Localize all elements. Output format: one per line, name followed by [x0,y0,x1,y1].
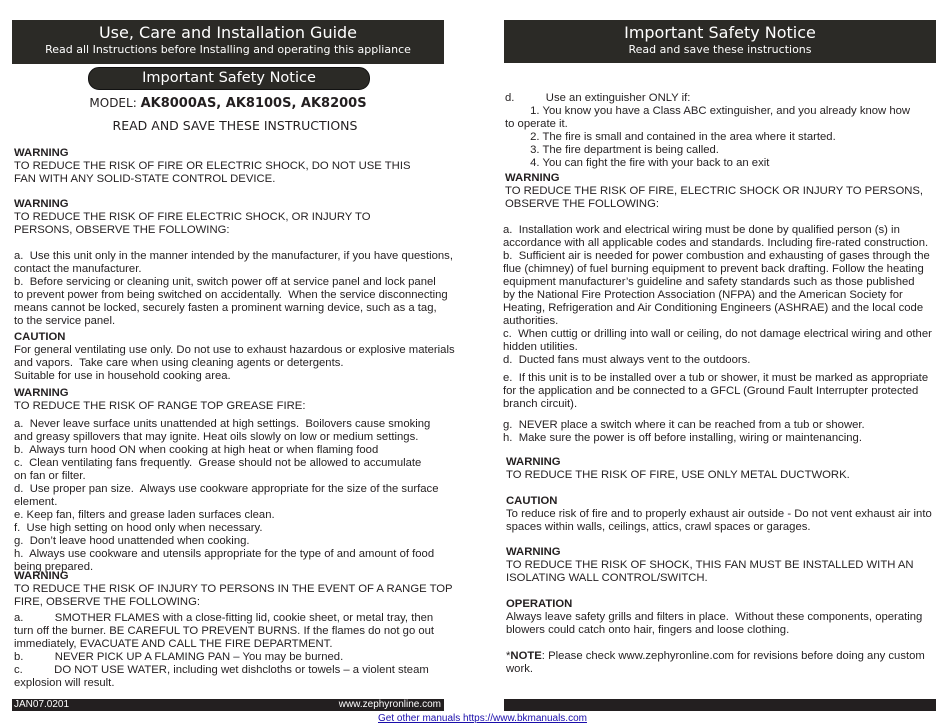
list-line: by the National Fire Protection Association (NFPA) and the American Society for [503,289,903,301]
right-warning-shock [506,546,914,585]
list-line: branch circuit). [503,398,578,410]
list-line: b. Before servicing or cleaning unit, switch power off at service panel and lock panel [14,276,436,288]
model-numbers: AK8000AS, AK8100S, AK8200S [140,96,367,111]
get-other-manuals-link[interactable]: Get other manuals https://www.bkmanuals.com [378,713,587,724]
right-note [506,650,925,676]
section-heading: WARNING [505,172,560,184]
section-line: Always leave safety grills and filters in place. Without these components, operating [506,611,923,623]
right-operation [506,598,922,637]
list-line: authorities. [503,315,559,327]
section-line: TO REDUCE THE RISK OF FIRE ELECTRIC SHOCK, OR INJURY TO [14,211,371,223]
section-line: TO REDUCE THE RISK OF INJURY TO PERSONS IN THE EVENT OF A RANGE TOP [14,583,453,595]
list-line: e. If this unit is to be installed over a tub or shower, it must be marked as appropriate [503,372,929,384]
right-header-subtitle: Read and save these instructions [628,43,812,56]
list-line: 2. The fire is small and contained in the area where it started. [505,131,836,143]
list-line: flue (chimney) of fuel burning equipment to prevent back drafting. Follow the heating [503,263,924,275]
list-line: c. When cuttig or drilling into wall or ceiling, do not damage electrical wiring and other [503,328,932,340]
section-heading: WARNING [14,570,69,582]
left-list-range-top [14,612,434,690]
left-warning-1 [14,147,411,186]
section-line: blowers could catch onto hair, fingers and loose clothing. [506,624,790,636]
section-line: PERSONS, OBSERVE THE FOLLOWING: [14,224,230,236]
section-line: OBSERVE THE FOLLOWING: [505,198,660,210]
list-line: to the service panel. [14,315,116,327]
guide-title: Use, Care and Installation Guide [98,23,358,42]
list-line: turn off the burner. BE CAREFUL TO PREVENT BURNS. If the flames do not go out [14,625,435,637]
note-label: NOTE [510,650,542,662]
section-line: and vapors. Take care when using cleaning agents or detergents. [14,357,344,369]
section-line: TO REDUCE THE RISK OF SHOCK, THIS FAN MUST BE INSTALLED WITH AN [506,559,914,571]
list-line: c. Clean ventilating fans frequently. Grease should not be allowed to accumulate [14,457,422,469]
section-heading: WARNING [506,546,561,558]
right-header-title: Important Safety Notice [624,23,816,42]
section-line: TO REDUCE THE RISK OF FIRE OR ELECTRIC SHOCK, DO NOT USE THIS [14,160,411,172]
list-line: to operate it. [505,118,568,130]
left-caution [14,331,455,383]
right-warning-1 [505,172,923,211]
section-line: TO REDUCE THE RISK OF FIRE, ELECTRIC SHOCK OR INJURY TO PERSONS, [505,185,924,197]
list-line: contact the manufacturer. [14,263,142,275]
model-label: MODEL: [89,96,141,110]
left-list-grease [14,418,438,574]
right-header-banner [504,20,936,63]
note-asterisk: * [506,650,511,662]
section-heading: CAUTION [14,331,66,343]
list-line: to prevent power from being switched on accidentally. When the service disconnecting [14,289,448,301]
list-line: b. Sufficient air is needed for power combustion and exhausting of gases through the [503,250,930,262]
section-line: TO REDUCE THE RISK OF RANGE TOP GREASE FIRE: [14,400,306,412]
section-heading: CAUTION [506,495,558,507]
list-line: explosion will result. [14,677,115,689]
list-line: being prepared. [14,561,94,573]
list-line: hidden utilities. [503,341,578,353]
section-heading: OPERATION [506,598,573,610]
list-line: 3. The fire department is being called. [505,144,719,156]
right-footer-bar [504,699,936,711]
list-line: and greasy spillovers that may ignite. Heat oils slowly on low or medium settings. [14,431,419,443]
section-heading: WARNING [14,198,69,210]
section-line: FAN WITH ANY SOLID-STATE CONTROL DEVICE. [14,173,276,185]
left-warning-range-top [14,570,453,609]
read-save-instructions: READ AND SAVE THESE INSTRUCTIONS [112,118,358,133]
list-line: 1. You know you have a Class ABC extinguisher, and you already know how [505,105,911,117]
list-line: accordance with all applicable codes and standards. Including fire-rated construction. [503,237,929,249]
right-list-gh [503,419,865,445]
left-list-ab [14,250,453,328]
right-extinguisher-list [505,92,910,170]
left-footer-bar [12,699,444,711]
note-line-1 [506,650,925,663]
section-line: TO REDUCE THE RISK OF FIRE, USE ONLY METAL DUCTWORK. [506,469,850,481]
list-line: d. Use an extinguisher ONLY if: [505,92,691,104]
list-line: b. NEVER PICK UP A FLAMING PAN – You may be burned. [14,651,344,663]
section-line: spaces within walls, ceilings, attics, crawl spaces or garages. [506,521,811,533]
left-header-banner [12,20,444,64]
list-line: means cannot be locked, securely fasten a prominent warning device, such as a tag, [14,302,437,314]
section-heading: WARNING [14,387,69,399]
section-line: FIRE, OBSERVE THE FOLLOWING: [14,596,201,608]
model-line [12,96,444,111]
list-line: c. DO NOT USE WATER, including wet dishcloths or towels – a violent steam [14,664,429,676]
list-line: immediately, EVACUATE AND CALL THE FIRE DEPARTMENT. [14,638,333,650]
section-line: ISOLATING WALL CONTROL/SWITCH. [506,572,708,584]
list-line: h. Make sure the power is off before installing, wiring or maintenancing. [503,432,862,444]
document-code: JAN07.0201 [14,699,70,710]
list-line: a. Installation work and electrical wiring must be done by qualified person (s) in [503,224,900,236]
important-safety-notice-pill: Important Safety Notice [88,67,370,90]
list-line: 4. You can fight the fire with your back to an exit [505,157,770,169]
list-line: equipment manufacturer’s guideline and safety standards such as those published [503,276,915,288]
section-line: To reduce risk of fire and to properly exhaust air outside - Do not vent exhaust air into [506,508,932,520]
list-line: g. NEVER place a switch where it can be reached from a tub or shower. [503,419,865,431]
right-list-a-d [503,224,932,367]
list-line: a. Use this unit only in the manner intended by the manufacturer, if you have questions, [14,250,453,262]
right-warning-ductwork [506,456,850,482]
list-line: h. Always use cookware and utensils appropriate for the type of and amount of food [14,548,435,560]
list-line: d. Ducted fans must always vent to the outdoors. [503,354,751,366]
right-list-e [503,372,928,411]
right-caution [506,495,932,534]
list-line: a. SMOTHER FLAMES with a close-fitting lid, cookie sheet, or metal tray, then [14,612,434,624]
section-line: Suitable for use in household cooking area. [14,370,231,382]
list-line: g. Don’t leave hood unattended when cooking. [14,535,250,547]
section-line: For general ventilating use only. Do not use to exhaust hazardous or explosive materials [14,344,455,356]
list-line: e. Keep fan, filters and grease laden surfaces clean. [14,509,275,521]
section-heading: WARNING [506,456,561,468]
section-heading: WARNING [14,147,69,159]
left-warning-grease [14,387,305,413]
note-text: : Please check www.zephyronline.com for revisions before doing any custom [541,650,925,662]
list-line: on fan or filter. [14,470,86,482]
guide-subtitle: Read all Instructions before Installing and operating this appliance [45,43,411,56]
list-line: a. Never leave surface units unattended at high settings. Boilovers cause smoking [14,418,431,430]
list-line: Heating, Refrigeration and Air Conditioning Engineers (ASHRAE) and the local code [503,302,924,314]
list-line: f. Use high setting on hood only when necessary. [14,522,263,534]
list-line: element. [14,496,58,508]
footer-website: www.zephyronline.com [338,699,441,710]
list-line: for the application and be connected to a GFCL (Ground Fault Interrupter protected [503,385,919,397]
list-line: b. Always turn hood ON when cooking at high heat or when flaming food [14,444,379,456]
list-line: d. Use proper pan size. Always use cookware appropriate for the size of the surface [14,483,439,495]
left-warning-2 [14,198,371,237]
note-line-2: work. [506,663,533,675]
